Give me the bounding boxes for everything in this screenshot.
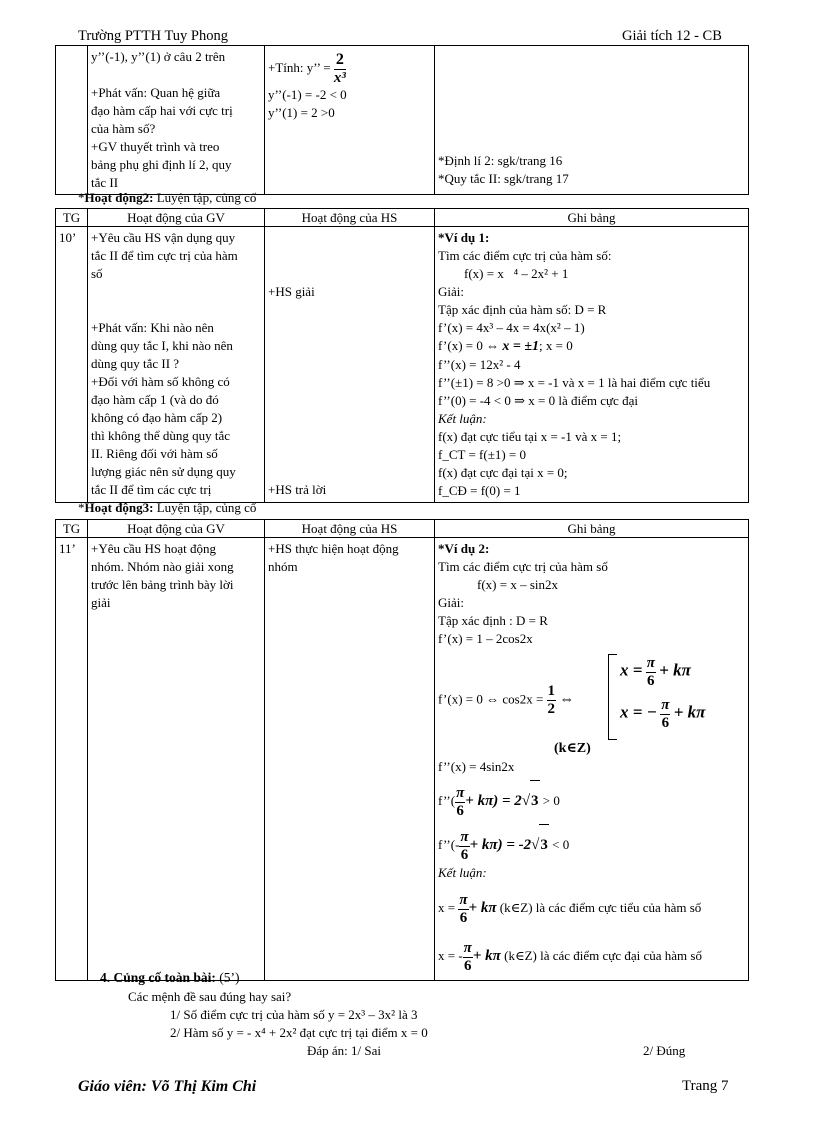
- statement-1: 1/ Số điểm cực trị của hàm số y = 2x³ – 3x² là 3: [170, 1007, 418, 1022]
- tg-cell: 10’: [56, 227, 88, 503]
- col-gv: Hoạt động của GV: [88, 520, 265, 538]
- activity2-heading: *Hoạt động2: Luyện tập, củng cố: [78, 190, 257, 205]
- section4-title: 4. Củng cố toàn bài: (5’): [100, 970, 240, 985]
- col-hs: Hoạt động của HS: [265, 520, 435, 538]
- top-table: [55, 45, 749, 195]
- activity3-table: [55, 519, 749, 981]
- tg-cell: [56, 46, 88, 195]
- hs-cell: +HS thực hiện hoạt động nhóm: [265, 538, 435, 981]
- answer-1: Đáp án: 1/ Sai: [307, 1043, 382, 1058]
- col-tg: TG: [56, 520, 88, 538]
- hs-cell: +Tính: y’’ = $\frac{2}{\text{x³}}$ y’’(-1) = -2 < 0 y’’(1) = 2 >0: [265, 46, 435, 195]
- activity3-heading: *Hoạt động3: Luyện tập, củng cố: [78, 500, 257, 515]
- col-gb: Ghi bảng: [435, 209, 749, 227]
- gb-cell: *Ví dụ 1: Tìm các điểm cực trị của hàm số: f(x) = x ⁴ – 2x² + 1 Giải: Tập xác định của hàm số: D = R f’(x) = 4x³ – 4x = 4x(x² – 1) f’(x) = 0 ⇔ x = ±1; x = 0 f’’(x) = 12x² - 4 f’’(±1) = 8 >0 ⇒ x = -1 và x = 1 là hai điểm cực tiểu f’’(0) = -4 < 0 ⇒ x = 0 là điểm cực đại Kết luận: f(x) đạt cực tiểu tại x = -1 và x = 1; f_CT = f(±1) = 0 f(x) đạt cực đại tại x = 0; f_CĐ = f(0) = 1: [435, 227, 749, 503]
- gv-cell: +Yêu cầu HS vận dụng quy tắc II để tìm cực trị của hàm số +Phát vấn: Khi nào nên dùng quy tắc I, khi nào nên dùng quy tắc II ? +Đối với hàm số không có đạo hàm cấp 1 (và do đó không có đạo hàm cấp 2) thì không thể dùng quy tắc II. Riêng đối với hàm số lượng giác nên sử dụng quy tắc II để tìm các cực trị: [88, 227, 265, 503]
- col-tg: TG: [56, 209, 88, 227]
- page-number: Trang 7: [682, 1078, 729, 1094]
- section4-question: Các mệnh đề sau đúng hay sai?: [128, 989, 292, 1004]
- subject-name: Giải tích 12 - CB: [622, 28, 722, 44]
- col-gb: Ghi bảng: [435, 520, 749, 538]
- gb-cell: *Định lí 2: sgk/trang 16 *Quy tắc II: sgk/trang 17: [435, 46, 749, 195]
- teacher-name: Giáo viên: Võ Thị Kim Chi: [78, 1078, 257, 1095]
- hs-cell: +HS giải +HS trả lời: [265, 227, 435, 503]
- gb-cell: *Ví dụ 2: Tìm các điểm cực trị của hàm số f(x) = x – sin2x Giải: Tập xác định : D = R f’(x) = 1 – 2cos2x f’(x) = 0 ⇔ cos2x = $\frac{1}{2}$ ⇔ x = $\frac{\pi}{6}$ + kπ x = − $\frac{\pi}{6}$ + kπ (k∈Z) f’’(x) = 4sin2x f’’( $\frac{\pi}{6}$ + kπ) = 2√3 > 0 f’’(- $\frac{\pi}{6}$ + kπ) = -2√3 < 0 Kết luận: x = $\frac{\pi}{6}$ + kπ (k∈Z) là các điểm cực tiểu của hàm số x = - $\frac{\pi}{6}$ + kπ (k∈Z) là các điểm cực đại của hàm số: [435, 538, 749, 981]
- col-gv: Hoạt động của GV: [88, 209, 265, 227]
- gv-cell: +Yêu cầu HS hoạt động nhóm. Nhóm nào giải xong trước lên bảng trình bày lời giải: [88, 538, 265, 981]
- col-hs: Hoạt động của HS: [265, 209, 435, 227]
- answer-2: 2/ Đúng: [643, 1043, 686, 1058]
- school-name: Trường PTTH Tuy Phong: [78, 28, 228, 44]
- statement-2: 2/ Hàm số y = - x⁴ + 2x² đạt cực trị tại điểm x = 0: [170, 1025, 428, 1040]
- activity2-table: [55, 208, 749, 503]
- gv-cell: y’’(-1), y’’(1) ở câu 2 trên +Phát vấn: Quan hệ giữa đạo hàm cấp hai với cực trị của hàm số? +GV thuyết trình và treo bảng phụ ghi định lí 2, quy tắc II: [88, 46, 265, 195]
- tg-cell: 11’: [56, 538, 88, 981]
